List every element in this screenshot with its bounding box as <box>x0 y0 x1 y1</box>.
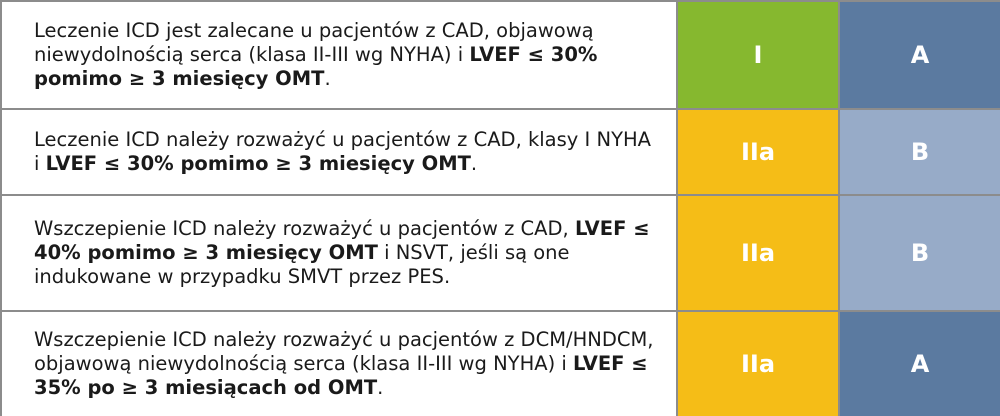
recommendation-class-badge-1: I <box>678 2 838 108</box>
recommendation-text-3 <box>2 196 676 310</box>
text-run-bold: LVEF ≤ 30% pomimo ≥ 3 miesięcy OMT <box>34 43 598 90</box>
text-run-bold: LVEF ≤ 30% pomimo ≥ 3 miesięcy OMT <box>45 152 471 175</box>
recommendation-text-1 <box>2 2 676 108</box>
evidence-level-badge-4: A <box>840 312 1000 416</box>
text-run-bold: LVEF ≤ 35% po ≥ 3 miesiącach od OMT <box>34 352 648 399</box>
text-run: . <box>324 67 331 90</box>
recommendation-text-2 <box>2 110 676 194</box>
text-run-bold: LVEF ≤ 40% pomimo ≥ 3 miesięcy OMT <box>34 217 650 264</box>
evidence-level-badge-2: B <box>840 110 1000 194</box>
recommendation-paragraph-3 <box>34 217 658 289</box>
evidence-level-badge-1: A <box>840 2 1000 108</box>
recommendation-paragraph-1 <box>34 19 658 91</box>
text-run: Leczenie ICD należy rozważyć u pacjentów z CAD, klasy I NYHA i <box>34 128 651 175</box>
evidence-level-badge-3: B <box>840 196 1000 310</box>
recommendation-class-badge-3: IIa <box>678 196 838 310</box>
text-run: . <box>470 152 478 175</box>
text-run: Leczenie ICD jest zalecane u pacjentów z CAD, objawową niewydolnością serca (klasa II-III wg NYHA) i <box>34 19 594 66</box>
recommendation-text-4 <box>2 312 676 416</box>
recommendation-paragraph-2 <box>34 128 658 176</box>
text-run: Wszczepienie ICD należy rozważyć u pacjentów z DCM/HNDCM, objawową niewydolnością serca (klasa II-III wg NYHA) i <box>34 328 654 375</box>
recommendation-class-badge-2: IIa <box>678 110 838 194</box>
recommendation-paragraph-4 <box>34 328 658 400</box>
text-run: i NSVT, jeśli są one indukowane w przypadku SMVT przez PES. <box>34 241 570 288</box>
recommendation-class-badge-4: IIa <box>678 312 838 416</box>
text-run: . <box>377 376 384 399</box>
text-run: Wszczepienie ICD należy rozważyć u pacjentów z CAD, <box>34 217 575 240</box>
